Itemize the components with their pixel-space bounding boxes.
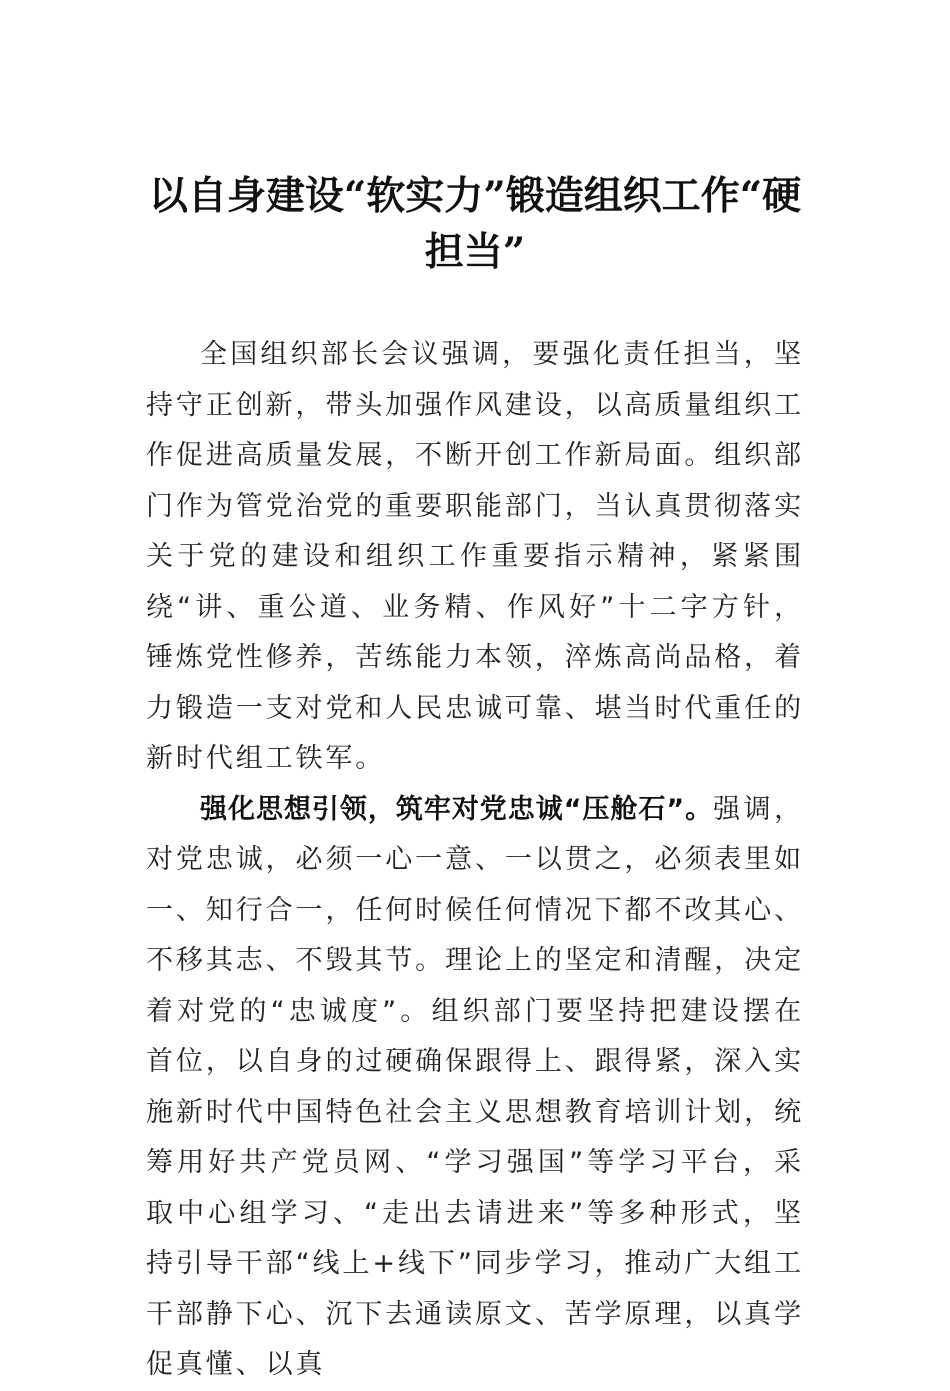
paragraph-lead-heading: 强化思想引领，筑牢对党忠诚“压舱石”。: [200, 793, 714, 825]
document-title: 以自身建设“软实力”锻造组织工作“硬担当”: [148, 173, 802, 275]
paragraph-intro: [146, 330, 804, 785]
paragraph-intro-text: 全国组织部长会议强调，要强化责任担当，坚持守正创新，带头加强作风建设，以高质量组织工作促进高质量发展，不断开创工作新局面。组织部门作为管党治党的重要职能部门，当认真贯彻落实关于党的建设和组织工作重要指示精神，紧紧围绕“讲、重公道、业务精、作风好”十二字方针，锤炼党性修养，苦练能力本领，淬炼高尚品格，着力锻造一支对党和人民忠诚可靠、堪当时代重任的新时代组工铁军。: [146, 339, 804, 774]
paragraph-thought-guidance-text: 强调，对党忠诚，必须一心一意、一以贯之，必须表里如一、知行合一，任何时候任何情况下都不改其心、不移其志、不毁其节。理论上的坚定和清醒，决定着对党的“忠诚度”。组织部门要坚持把建设摆在首位，以自身的过硬确保跟得上、跟得紧，深入实施新时代中国特色社会主义思想教育培训计划，统筹用好共产党员网、“学习强国”等学习平台，采取中心组学习、“走出去请进来”等多种形式，坚持引导干部“线上+线下”同步学习，推动广大组工干部静下心、沉下去通读原文、苦学原理，以真学促真懂、以真: [146, 793, 805, 1380]
paragraph-thought-guidance: [146, 785, 804, 1391]
document-body: [146, 330, 804, 1391]
